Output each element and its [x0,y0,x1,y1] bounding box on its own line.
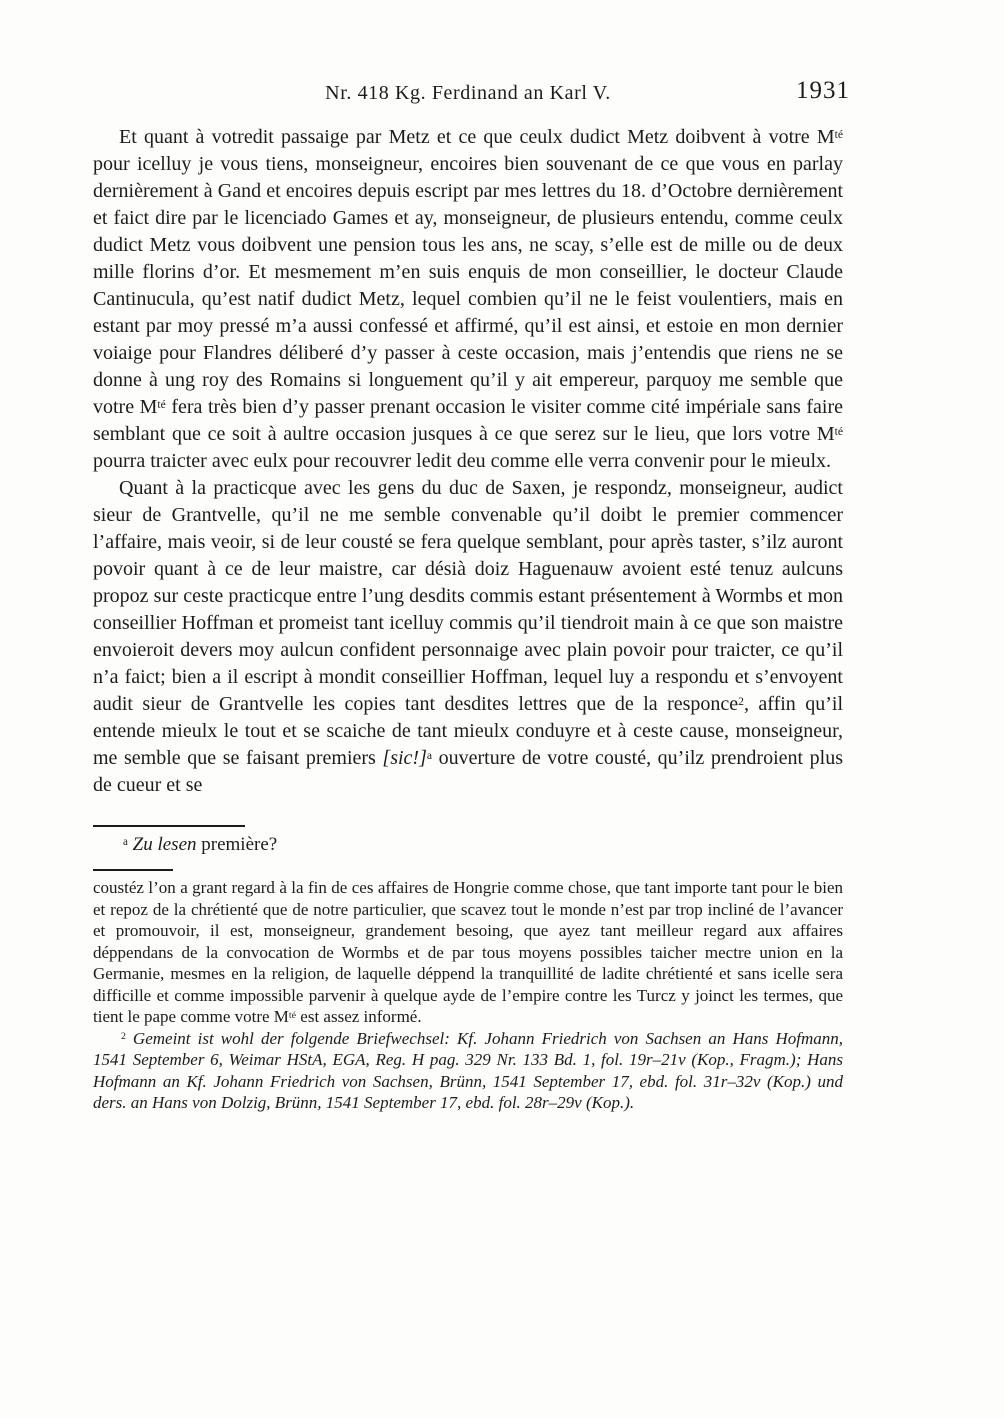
text-block [93,0,850,1114]
page-header [93,77,850,112]
letter-body [93,124,843,799]
footnote-2: $^2$ Gemeint ist wohl der folgende Briefwechsel: Kf. Johann Friedrich von Sachsen an Hans Hofmann, 1541 September 6, Weimar HStA, EGA, Reg. H pag. 329 Nr. 133 Bd. 1, fol. 19r–21v (Kop., Fragm.); Hans Hofmann an Kf. Johann Friedrich von Sachsen, Brünn, 1541 September 17, ebd. fol. 31r–32v (Kop.) und ders. an Hans von Dolzig, Brünn, 1541 September 17, ebd. fol. 28r–29v (Kop.). [93,1028,843,1112]
body-paragraph-1: Et quant à votredit passaige par Metz et ce que ceulx dudict Metz doibvent à votre $M^{té}$ pour icelluy je vous tiens, monseigneur, encoires bien souvenant de ce que vous en parlay dernièrement à Gand et encoires depuis escript par mes lettres du 18. d’Octobre dernièrement et faict dire par le licenciado Games et ay, monseigneur, de plusieurs entendu, comme ceulx dudict Metz vous doibvent une pension tous les ans, ne scay, s’elle est de mille ou de deux mille florins d’or. Et mesmement m’en suis enquis de mon conseillier, le docteur Claude Cantinucula, qu’est natif dudict Metz, lequel combien qu’il ne le feist voulentiers, mais en estant par moy pressé m’a aussi confessé et affirmé, qu’il est ainsi, et estoie en mon dernier voiaige pour Flandres déliberé d’y passer à ceste occasion, mais j’entendis que riens ne se donne à ung roy des Romains si longuement qu’il y ait empereur, parquoy me semble que votre $M^{té}$ fera très bien d’y passer prenant occasion le visiter comme cité impériale sans faire semblant que ce soit à aultre occasion jusques à ce que serez sur le lieu, que lors votre $M^{té}$ pourra traicter avec eulx pour recouvrer ledit deu comme elle verra convenir pour le mieulx. [93,126,843,472]
footnote-a: $^a$ Zu lesen première? [123,834,278,855]
footnote-continuation: coustéz l’on a grant regard à la fin de ces affaires de Hongrie comme chose, que tant importe tant pour le bien et repoz de la chrétienté que de notre particulier, que scavez tout le monde n’est par trop incliné de l’avancer et promouvoir, il est, monseigneur, grandement besoing, que ayez tant meilleur regard aux affaires déppendans de la convocation de Wormbs et de par tous moyens possibles taicher mectre union en la Germanie, mesmes en la religion, de laquelle déppend la tranquillité de ladite chrétienté et sans icelle sera difficille et comme impossible parvenir à quelque ayde de l’empire contre les Turcz y joinct les termes, que tient le pape comme votre $M^{té}$ est assez informé. [93,878,843,1026]
page-number: 1931 [796,77,850,104]
footnote-a-separator-rule [93,825,245,827]
body-paragraph-2: Quant à la practicque avec les gens du duc de Saxen, je respondz, monseigneur, audict sieur de Grantvelle, qu’il ne me semble convenable qu’il doibt le premier commencer l’affaire, mais veoir, si de leur cousté se fera quelque semblant, pour après taster, s’ilz auront povoir quant à ce de leur maistre, car désià doiz Haguenauw avoient esté tenuz aulcuns propoz sur ceste practicque entre l’ung desdits commis estant présentement à Wormbs et mon conseillier Hoffman et promeist tant icelluy commis qu’il tiendroit main à ce que son maistre envoieroit devers moy aulcun confident personnaige avec plain povoir pour traicter, ce qu’il n’a faict; bien a il escript à mondit conseillier Hoffman, lequel luy a respondu et s’envoyent audit sieur de Grantvelle les copies tant desdites lettres que de la responce$^2$, affin qu’il entende mieulx le tout et se scaiche de tant mieulx conduyre et à ceste cause, monseigneur, me semble que se faisant premiers $[sic!]^a$ ouverture de votre cousté, qu’ilz prendroient plus de cueur et se [93,477,844,796]
running-head: Nr. 418 Kg. Ferdinand an Karl V. [325,82,611,104]
footnote-continuation-separator-rule [93,869,173,871]
